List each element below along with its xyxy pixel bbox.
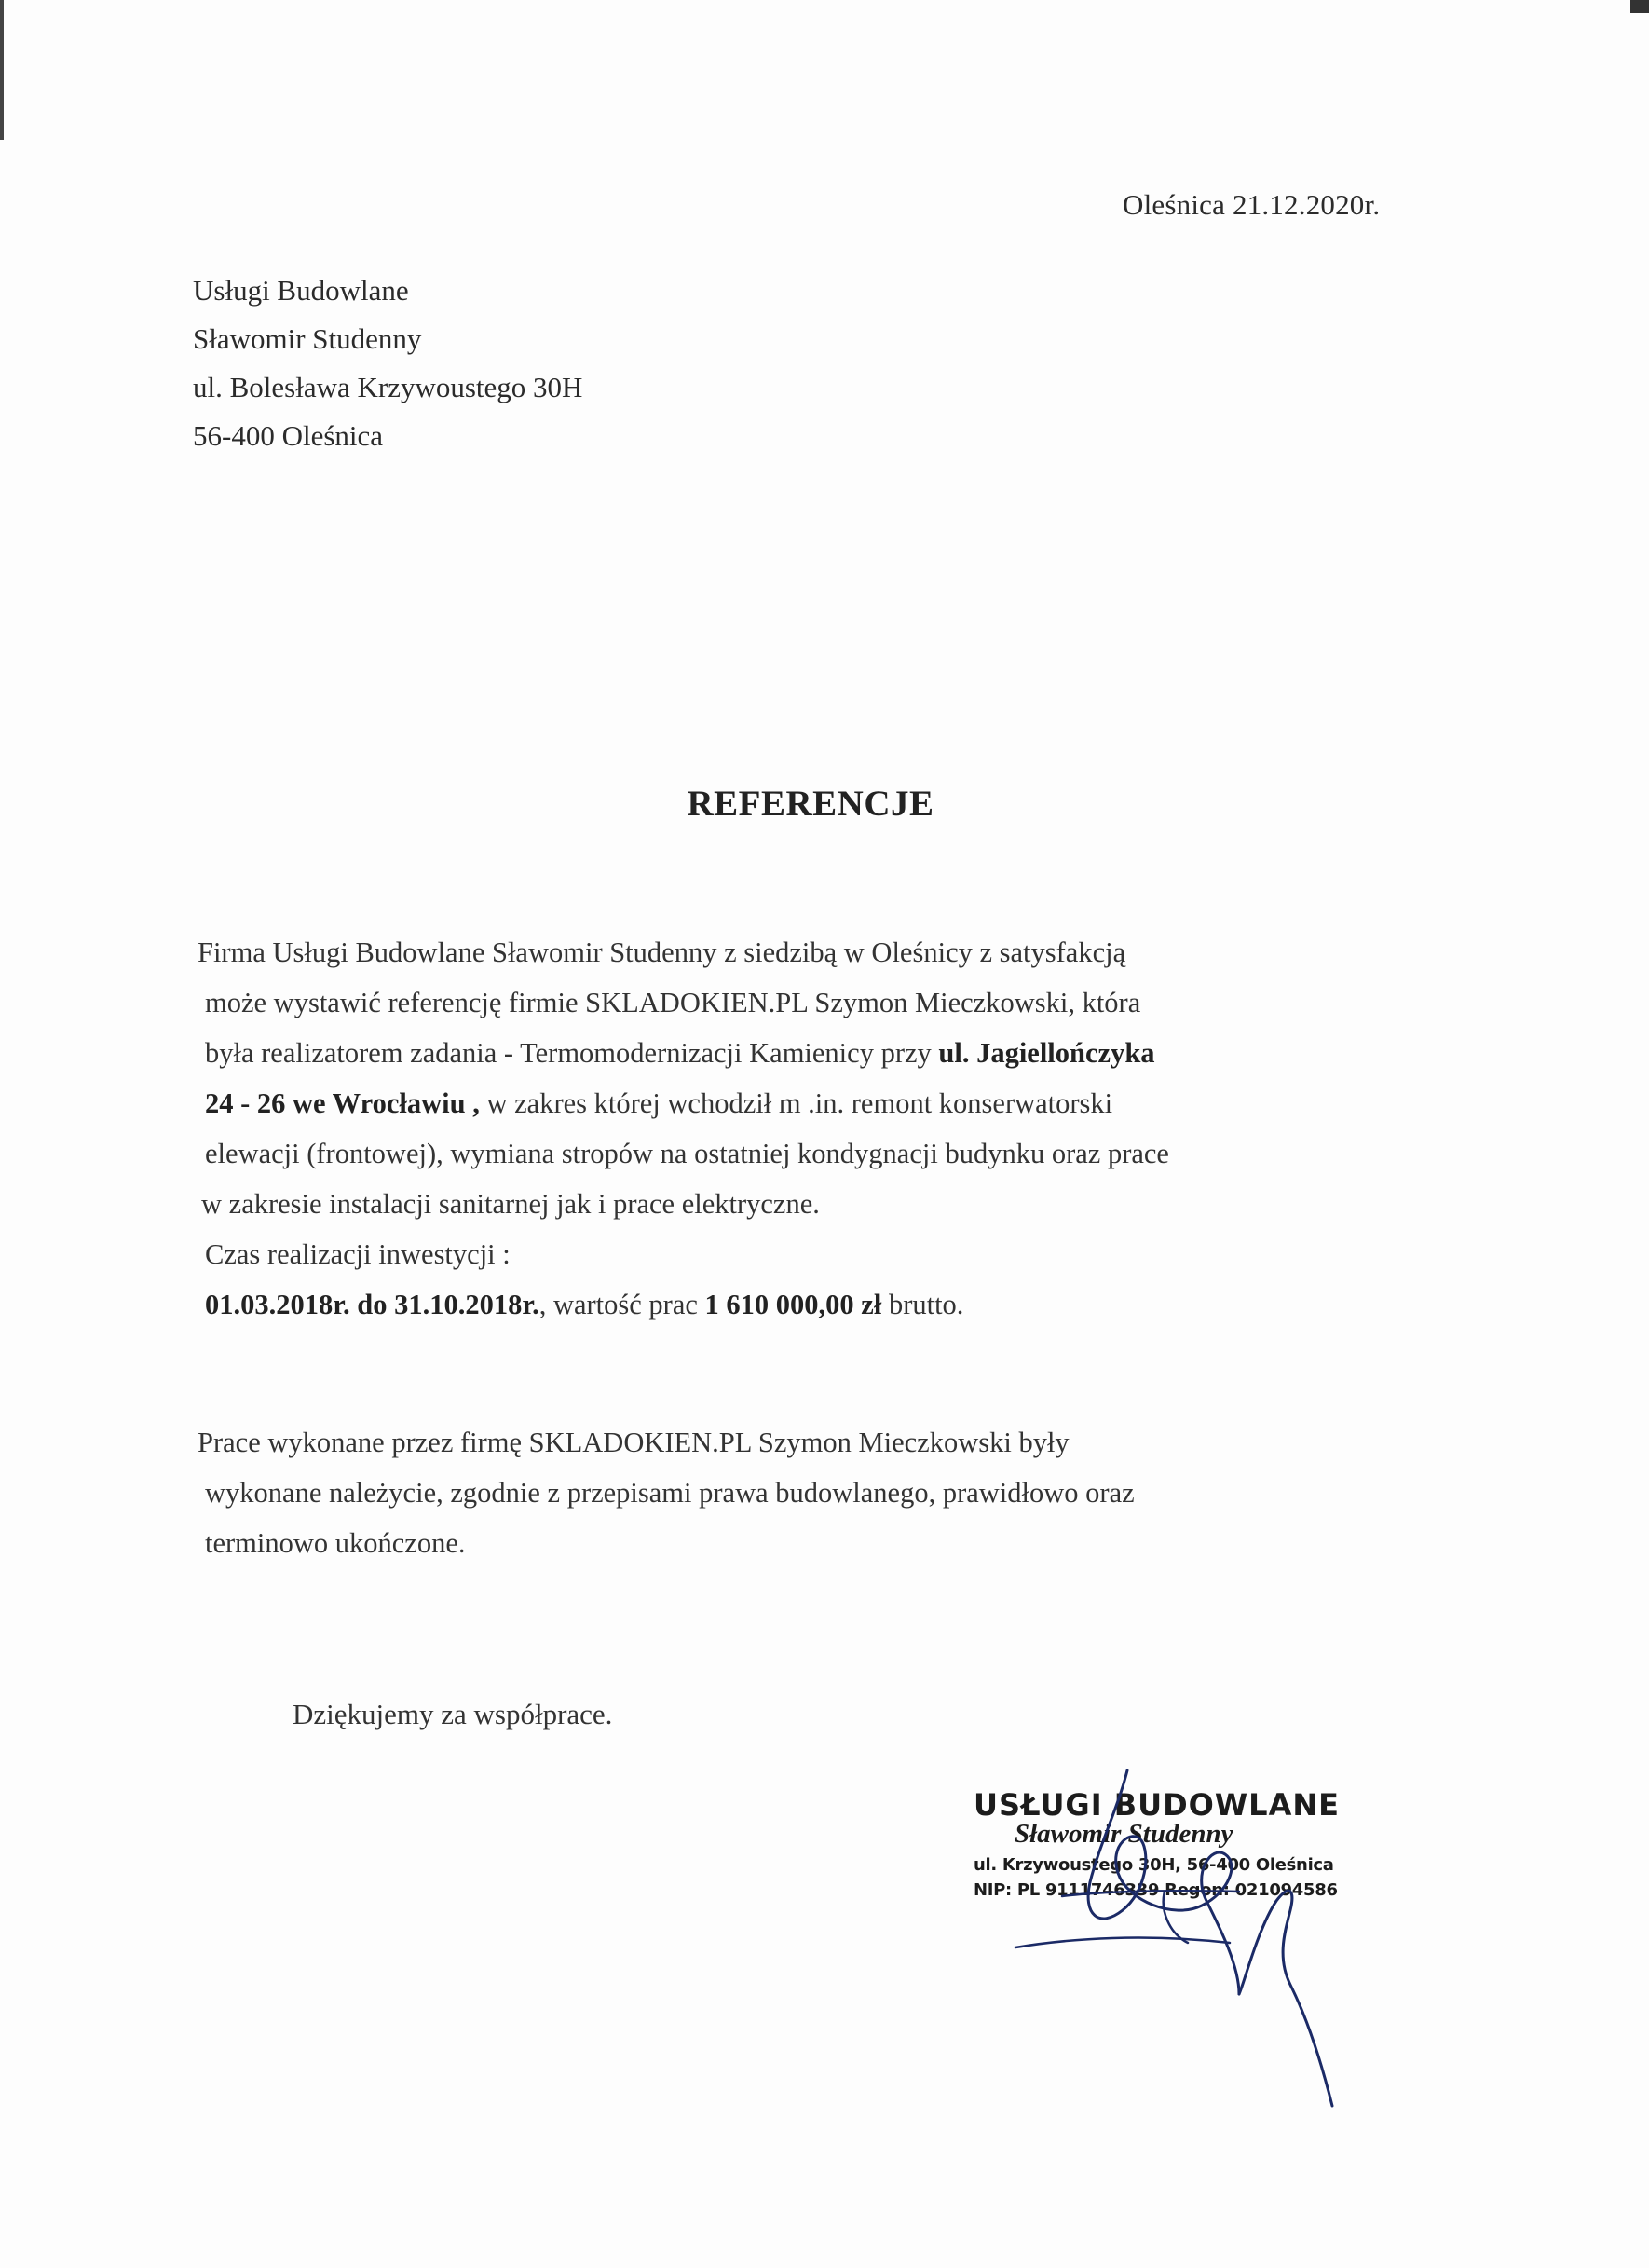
body-line: elewacji (frontowej), wymiana stropów na ostatniej kondygnacji budynku oraz prace xyxy=(205,1138,1169,1169)
body-line xyxy=(198,1078,1169,1128)
body-line: terminowo ukończone. xyxy=(205,1527,466,1559)
body-line: Firma Usługi Budowlane Sławomir Studenny z siedzibą w Oleśnicy z satysfakcją xyxy=(198,936,1126,968)
document-title: REFERENCJE xyxy=(687,784,934,824)
body-line: w zakresie instalacji sanitarnej jak i prace elektryczne. xyxy=(201,1188,820,1220)
address-bold: ul. Jagiellończyka xyxy=(938,1037,1155,1069)
reference-body xyxy=(198,927,1169,1330)
body-text: brutto. xyxy=(881,1289,964,1320)
body-line: Czas realizacji inwestycji : xyxy=(205,1238,511,1270)
body-text: w zakres której wchodził m .in. remont konserwatorski xyxy=(479,1087,1113,1119)
body-line: Prace wykonane przez firmę SKLADOKIEN.PL Szymon Mieczkowski były xyxy=(198,1427,1070,1458)
scan-edge-left xyxy=(0,0,4,140)
handwritten-signature xyxy=(960,1752,1407,2190)
city-bold: 24 - 26 we Wrocławiu , xyxy=(205,1087,480,1119)
stamp-company-name: USŁUGI BUDOWLANE xyxy=(974,1787,1340,1823)
sender-line: ul. Bolesława Krzywoustego 30H xyxy=(193,371,583,403)
sender-address xyxy=(193,266,582,460)
body-line xyxy=(198,1028,1169,1078)
scan-edge-right xyxy=(1630,0,1649,13)
stamp-address: ul. Krzywoustego 30H, 56-400 Oleśnica xyxy=(974,1855,1334,1875)
closing-text: Dziękujemy za współprace. xyxy=(293,1698,613,1730)
body-line: wykonane należycie, zgodnie z przepisami prawa budowlanego, prawidłowo oraz xyxy=(205,1477,1135,1509)
stamp-tax-ids: NIP: PL 9111746339 Regon: 021094586 xyxy=(974,1880,1338,1900)
sender-line: Sławomir Studenny xyxy=(193,322,422,355)
body-line: może wystawić referencję firmie SKLADOKIEN.PL Szymon Mieczkowski, która xyxy=(205,987,1141,1018)
sender-line: Usługi Budowlane xyxy=(193,274,409,307)
document-date: Oleśnica 21.12.2020r. xyxy=(1123,188,1381,221)
stamp-owner-name: Sławomir Studenny xyxy=(1015,1819,1233,1849)
body-text: była realizatorem zadania - Termomodernizacji Kamienicy przy xyxy=(205,1037,939,1069)
quality-paragraph xyxy=(198,1417,1135,1568)
body-line xyxy=(198,1279,1169,1330)
body-text: , wartość prac xyxy=(538,1289,705,1320)
period-bold: 01.03.2018r. do 31.10.2018r. xyxy=(205,1289,539,1320)
sender-line: 56-400 Oleśnica xyxy=(193,419,384,452)
value-bold: 1 610 000,00 zł xyxy=(704,1289,882,1320)
